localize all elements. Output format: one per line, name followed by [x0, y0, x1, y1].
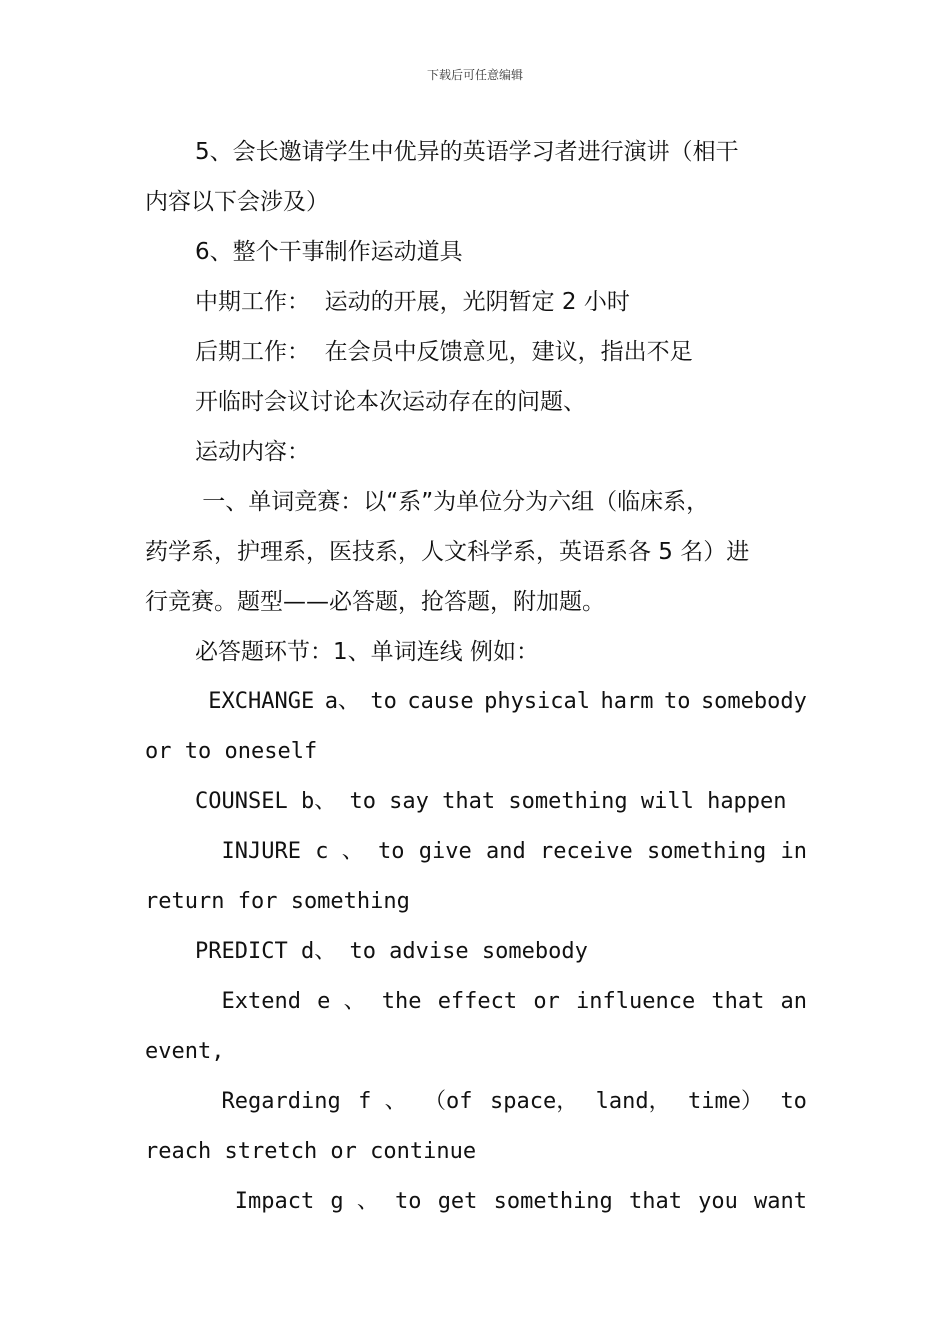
word: land，: [595, 1089, 671, 1114]
word: receive: [540, 839, 633, 864]
word: that: [628, 1189, 682, 1214]
word: effect: [437, 989, 518, 1014]
word: want: [754, 1189, 807, 1214]
late-term-work: 后期工作： 在会员中反馈意见，建议，指出不足: [195, 339, 693, 365]
word: Impact: [195, 1189, 315, 1214]
section-1-line-3: 行竞赛。题型——必答题，抢答题，附加题。: [145, 589, 605, 615]
section-1-line-2: 药学系，护理系，医技系，人文科学系，英语系各 5 名）进: [145, 539, 750, 565]
word: Extend: [195, 989, 301, 1014]
section-1-line-1: 一、单词竞赛：以“系”为单位分为六组（临床系，: [195, 489, 710, 515]
word: to: [378, 839, 405, 864]
word: influence: [575, 989, 696, 1014]
word: g 、: [330, 1189, 379, 1214]
word: you: [698, 1189, 738, 1214]
word: space，: [489, 1089, 579, 1114]
vocab-exchange: [145, 677, 807, 727]
word: and: [486, 839, 526, 864]
word: or: [533, 989, 560, 1014]
content-heading: 运动内容：: [195, 439, 310, 465]
word: something: [493, 1189, 613, 1214]
word: give: [418, 839, 472, 864]
item-5-line-1: 5、会长邀请学生中优异的英语学习者进行演讲（相干: [195, 139, 739, 165]
vocab-regarding: [145, 1077, 807, 1127]
vocab-predict: PREDICT d、 to advise somebody: [195, 939, 588, 964]
word: to: [395, 1189, 422, 1214]
word: to: [663, 689, 691, 714]
vocab-counsel: COUNSEL b、 to say that something will happen: [195, 789, 787, 814]
vocab-impact: [145, 1177, 807, 1227]
vocab-injure-cont: return for something: [145, 889, 410, 914]
word: somebody: [700, 689, 807, 714]
vocab-injure: [145, 827, 807, 877]
word: INJURE: [195, 839, 301, 864]
word: to: [780, 1089, 807, 1114]
word: EXCHANGE: [195, 689, 315, 714]
word: e 、: [317, 989, 366, 1014]
word: that: [711, 989, 765, 1014]
download-note: 下载后可任意编辑: [426, 68, 523, 82]
word: （of: [424, 1089, 473, 1114]
word: physical: [484, 689, 591, 714]
vocab-exchange-cont: or to oneself: [145, 739, 318, 764]
vocab-extend-cont: event,: [145, 1039, 225, 1064]
word: harm: [600, 689, 654, 714]
word: Regarding: [195, 1089, 341, 1114]
word: something: [647, 839, 767, 864]
word: an: [780, 989, 807, 1014]
word: get: [437, 1189, 478, 1214]
vocab-regarding-cont: reach stretch or continue: [145, 1139, 477, 1164]
word: a、: [324, 689, 360, 714]
word: cause: [407, 689, 474, 714]
word: c 、: [315, 839, 364, 864]
document-body: [145, 127, 807, 1227]
temporary-meeting: 开临时会议讨论本次运动存在的问题、: [195, 389, 586, 415]
word: f 、: [358, 1089, 407, 1114]
item-5-line-2: 内容以下会涉及）: [145, 189, 329, 215]
word: time）: [688, 1089, 764, 1114]
word: to: [370, 689, 397, 714]
mid-term-work: 中期工作： 运动的开展，光阴暂定 2 小时: [195, 289, 630, 315]
word: in: [780, 839, 807, 864]
required-round: 必答题环节：1、单词连线 例如：: [195, 639, 539, 665]
vocab-extend: [145, 977, 807, 1027]
word: the: [381, 989, 422, 1014]
item-6: 6、整个干事制作运动道具: [195, 239, 463, 265]
